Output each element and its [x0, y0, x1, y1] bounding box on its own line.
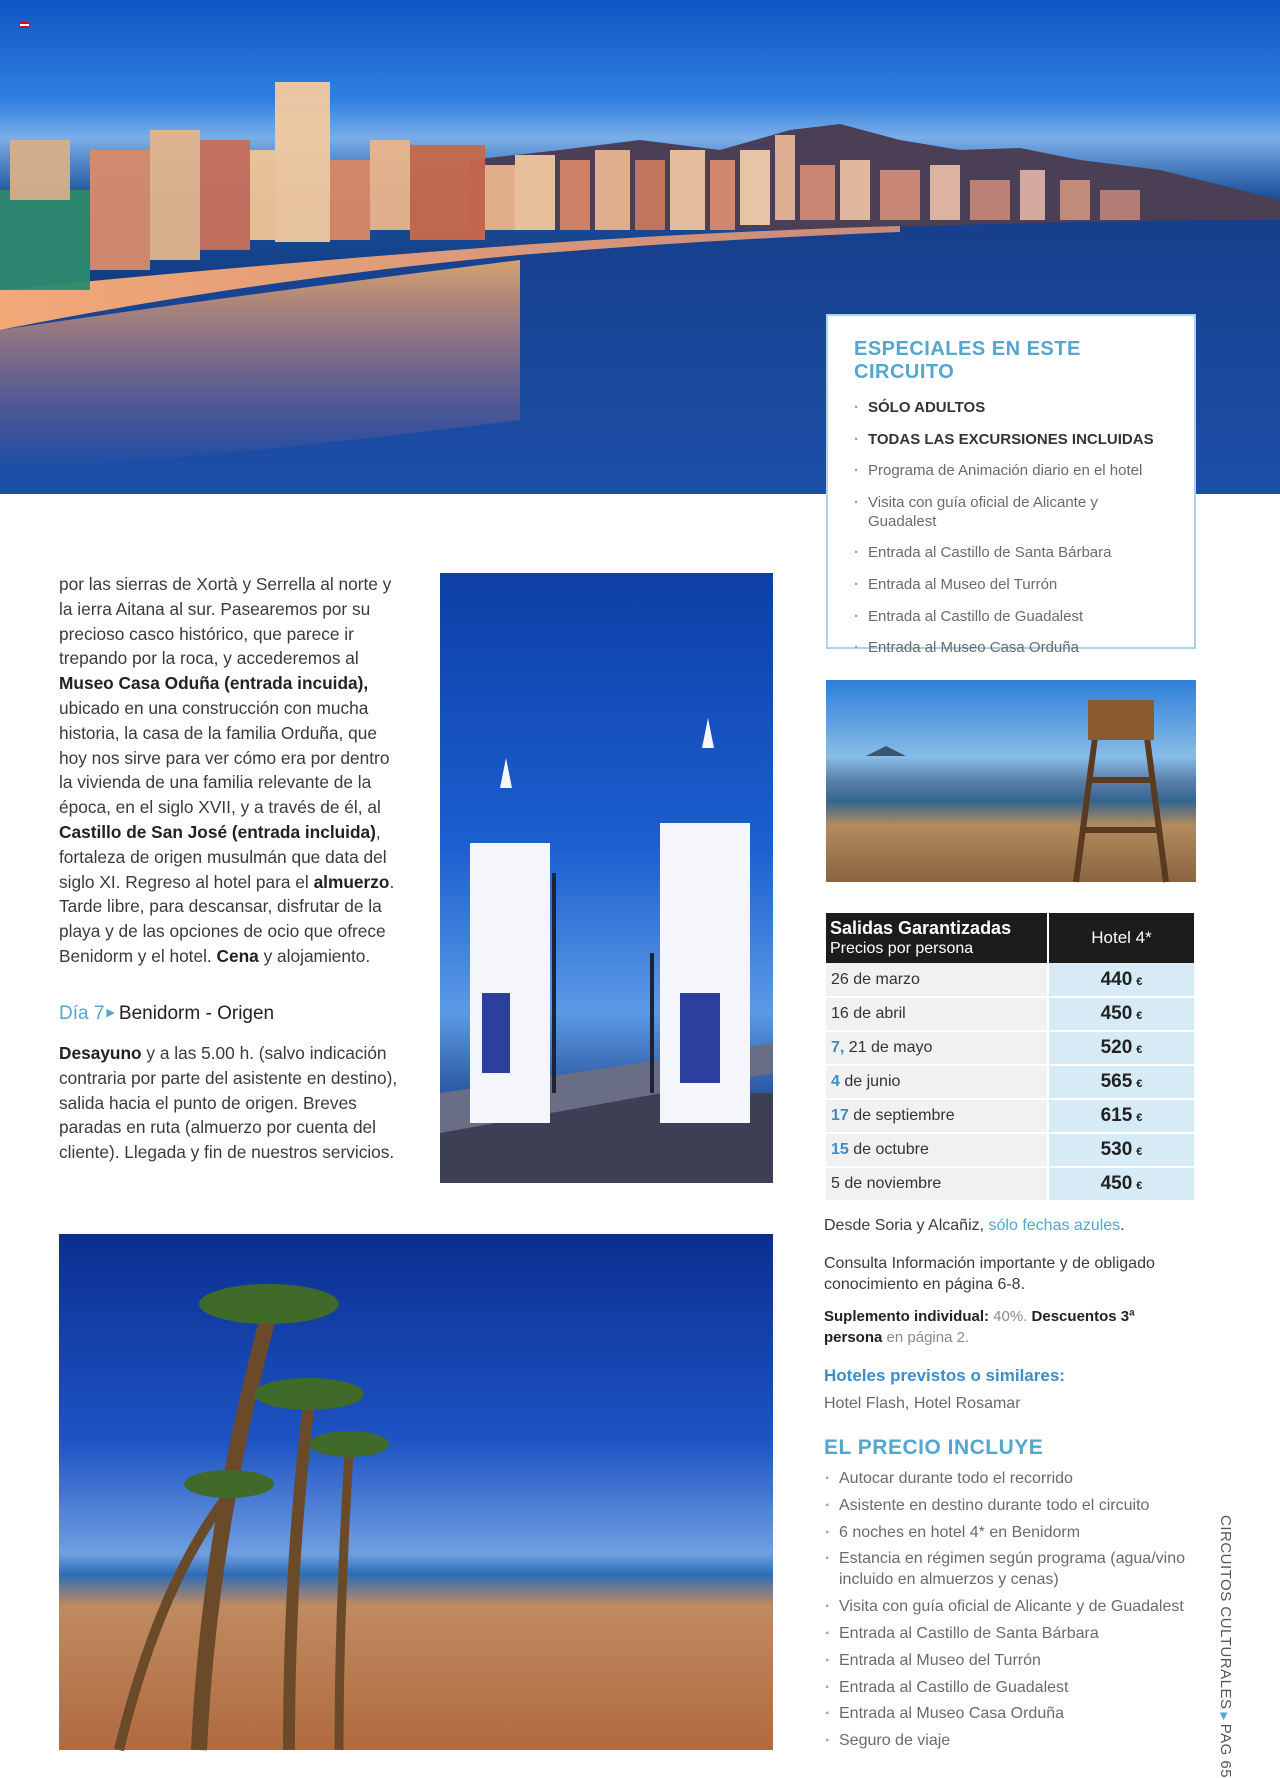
- text-run: y alojamiento.: [258, 945, 371, 966]
- table-header-row: [826, 913, 1194, 963]
- text-bold: almuerzo: [313, 871, 390, 892]
- itinerary-paragraph: [59, 572, 399, 969]
- text-run: Desde Soria y Alcañiz,: [824, 1217, 989, 1234]
- table-row: [826, 1133, 1194, 1167]
- price-value: 450: [1100, 1173, 1133, 1194]
- table-row: [826, 1065, 1194, 1099]
- table-row: [826, 963, 1194, 997]
- table-row: [826, 997, 1194, 1031]
- text-run: y a las 5.00 h. (salvo indicación contraria por parte del asistente en destino), salida hacia el punto de origen. Breves paradas en ruta (almuerzo por cuenta del cliente). Llegada y fin de nuestros servicios.: [59, 1043, 398, 1163]
- specials-list: [854, 398, 1168, 657]
- day-7-heading: [59, 1003, 274, 1025]
- table-row: [826, 1167, 1194, 1201]
- price-cell: [1048, 963, 1194, 997]
- date-highlight: 4: [831, 1073, 840, 1090]
- photo-palm-beach: [59, 1234, 773, 1750]
- text-bold: Desayuno: [59, 1043, 142, 1063]
- table-title: Salidas Garantizadas: [830, 917, 1012, 938]
- euro-icon: €: [1136, 1044, 1143, 1056]
- day-number: Día 7: [59, 1003, 105, 1024]
- list-item: · Visita con guía oficial de Alicante y de Guadalest: [824, 1596, 1204, 1617]
- euro-icon: €: [1136, 1112, 1143, 1124]
- text-bold: Descuentos 3ª persona: [824, 1308, 1135, 1346]
- date-highlight: 15: [831, 1141, 849, 1158]
- price-value: 520: [1100, 1037, 1133, 1058]
- list-item: · Autocar durante todo el recorrido: [824, 1468, 1204, 1489]
- euro-icon: €: [1136, 1010, 1143, 1022]
- text-run: 40%.: [989, 1308, 1028, 1325]
- list-item: · Estancia en régimen según programa (agua/vino incluido en almuerzos y cenas): [824, 1548, 1204, 1590]
- text-run: en página 2.: [882, 1329, 970, 1346]
- price-cell: [1048, 1133, 1194, 1167]
- photo-lifeguard-chair: [826, 680, 1196, 882]
- page-number: PAG 65: [1217, 1723, 1234, 1778]
- hotels-list: Hotel Flash, Hotel Rosamar: [824, 1395, 1021, 1412]
- euro-icon: €: [1136, 975, 1143, 988]
- hotels-title: Hoteles previstos o similares:: [824, 1366, 1065, 1385]
- text-run: . Tarde libre, para descansar, disfrutar de la playa y de las opciones de ocio que ofrece Benidorm y el hotel.: [59, 871, 395, 966]
- date-text: 21 de mayo: [844, 1039, 933, 1056]
- list-item: · 6 noches en hotel 4* en Benidorm: [824, 1522, 1204, 1543]
- specials-item: · Entrada al Castillo de Santa Bárbara: [854, 543, 1168, 562]
- text-run: .: [1120, 1217, 1125, 1234]
- euro-icon: €: [1136, 1078, 1143, 1090]
- date-text: 16 de abril: [831, 1005, 906, 1022]
- list-item: · Entrada al Museo del Turrón: [824, 1650, 1204, 1671]
- section-label: CIRCUITOS CULTURALES: [1217, 1515, 1234, 1710]
- euro-icon: €: [1136, 1146, 1143, 1158]
- specials-item: · Programa de Animación diario en el hotel: [854, 461, 1168, 480]
- text-bold: Museo Casa Oduña (entrada incuida),: [59, 673, 369, 694]
- date-cell: [826, 1133, 1048, 1167]
- list-item: · Entrada al Castillo de Santa Bárbara: [824, 1623, 1204, 1644]
- text-bold: Castillo de San José (entrada incluida): [59, 821, 376, 842]
- date-highlight: 17: [831, 1107, 849, 1124]
- specials-item: · Entrada al Museo del Turrón: [854, 575, 1168, 594]
- list-item: · Asistente en destino durante todo el circuito: [824, 1495, 1204, 1516]
- date-text: 5 de noviembre: [831, 1175, 942, 1192]
- date-text: 26 de marzo: [831, 970, 920, 988]
- date-text: de septiembre: [848, 1107, 955, 1124]
- specials-item: · SÓLO ADULTOS: [854, 398, 1168, 417]
- list-item: · Entrada al Museo Casa Orduña: [824, 1703, 1204, 1724]
- price-value: 565: [1100, 1071, 1133, 1092]
- photo-mirador-balcony: [440, 573, 773, 1183]
- price-table: [826, 913, 1194, 1202]
- specials-item: · Entrada al Museo Casa Orduña: [854, 638, 1168, 657]
- origin-note: [824, 1215, 1204, 1236]
- table-subtitle: Precios por persona: [830, 939, 974, 957]
- specials-item: · TODAS LAS EXCURSIONES INCLUIDAS: [854, 430, 1168, 449]
- price-cell: [1048, 1099, 1194, 1133]
- price-cell: [1048, 997, 1194, 1031]
- consult-note: Consulta Información importante y de obligado conocimiento en página 6-8.: [824, 1255, 1155, 1293]
- day-title: Benidorm - Origen: [118, 1003, 275, 1024]
- date-cell: [826, 1099, 1048, 1133]
- specials-title: ESPECIALES EN ESTE CIRCUITO: [854, 338, 1081, 383]
- triangle-arrow-icon: ▶: [106, 1007, 115, 1019]
- date-highlight: 7,: [831, 1039, 845, 1056]
- date-cell: [826, 997, 1048, 1031]
- day-7-paragraph: [59, 1041, 399, 1165]
- text-highlight: sólo fechas azules: [988, 1217, 1121, 1234]
- table-header-hotel: Hotel 4*: [1048, 913, 1194, 963]
- text-run: ubicado en una construcción con mucha historia, la casa de la familia Orduña, que hoy nos sirve para ver cómo era por dentro la vivienda de una familia relevante de la época, en el siglo XVII, y a través de él, al: [59, 697, 390, 818]
- price-value: 450: [1100, 1003, 1133, 1024]
- palm-trees-illustration: [59, 1234, 773, 1750]
- text-run: por las sierras de Xortà y Serrella al norte y la ierra Aitana al sur. Pasearemos por su precioso casco histórico, que parece ir trepando por la roca, y accederemos al: [59, 574, 392, 669]
- table-row: [826, 1031, 1194, 1065]
- list-item: · Entrada al Castillo de Guadalest: [824, 1677, 1204, 1698]
- page-footer-vertical: [1212, 1515, 1234, 1778]
- price-value: 615: [1100, 1105, 1133, 1126]
- price-cell: [1048, 1065, 1194, 1099]
- specials-box: [826, 314, 1196, 657]
- includes-list: [824, 1468, 1204, 1757]
- text-bold: Suplemento individual:: [824, 1308, 990, 1325]
- specials-item: · Visita con guía oficial de Alicante y Guadalest: [854, 493, 1168, 531]
- list-item: · Seguro de viaje: [824, 1730, 1204, 1751]
- lifeguard-chair-illustration: [826, 680, 1196, 882]
- price-value: 530: [1100, 1139, 1133, 1160]
- balcony-illustration: [440, 573, 773, 1183]
- price-value: 440: [1100, 968, 1133, 990]
- includes-title: EL PRECIO INCLUYE: [824, 1436, 1044, 1459]
- date-cell: [826, 1167, 1048, 1201]
- spain-flag-icon: [20, 22, 29, 28]
- price-cell: [1048, 1167, 1194, 1201]
- supplement-note: [824, 1306, 1174, 1348]
- date-text: de octubre: [848, 1141, 929, 1158]
- specials-item: · Entrada al Castillo de Guadalest: [854, 607, 1168, 626]
- euro-icon: €: [1136, 1180, 1143, 1192]
- triangle-arrow-icon: ▶: [1218, 1712, 1229, 1721]
- date-cell: [826, 963, 1048, 997]
- date-text: de junio: [839, 1073, 901, 1090]
- text-bold: Cena: [216, 945, 259, 966]
- date-cell: [826, 1065, 1048, 1099]
- table-header-dates: [826, 913, 1048, 963]
- date-cell: [826, 1031, 1048, 1065]
- text-run: , fortaleza de origen musulmán que data del siglo XI. Regreso al hotel para el: [59, 821, 387, 892]
- price-cell: [1048, 1031, 1194, 1065]
- table-row: [826, 1099, 1194, 1133]
